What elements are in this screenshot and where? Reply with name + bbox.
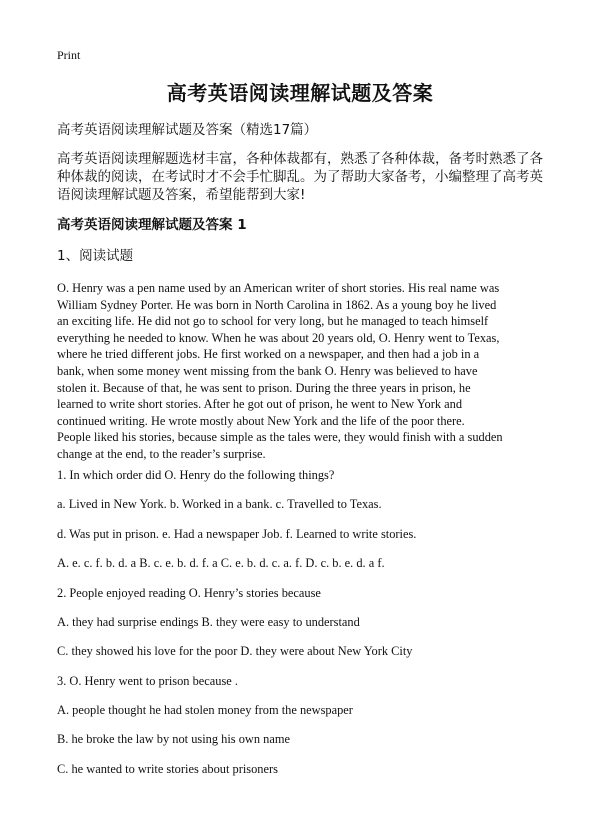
passage-line: O. Henry was a pen name used by an American writer of short stories. His real name was bbox=[57, 281, 500, 295]
question-1-items-a: a. Lived in New York. b. Worked in a bank. c. Travelled to Texas. bbox=[57, 497, 382, 511]
question-3: 3. O. Henry went to prison because . bbox=[57, 674, 238, 688]
page-title: 高考英语阅读理解试题及答案 bbox=[166, 81, 434, 105]
reading-test-heading: 1、阅读试题 bbox=[57, 248, 134, 264]
question-2-options-a: A. they had surprise endings B. they were easy to understand bbox=[57, 615, 360, 629]
passage-line: William Sydney Porter. He was born in North Carolina in 1862. As a young boy he lived bbox=[57, 297, 497, 312]
passage-line: bank, when some money went missing from the bank O. Henry was believed to have bbox=[57, 363, 478, 378]
question-3-option-b: B. he broke the law by not using his own name bbox=[57, 732, 290, 746]
print-label[interactable]: Print bbox=[57, 48, 81, 62]
intro-line: 种体裁的阅读，在考试时才不会手忙脚乱。为了帮助大家备考，小编整理了高考英 bbox=[57, 169, 543, 185]
intro-line: 高考英语阅读理解题选材丰富，各种体裁都有，熟悉了各种体裁，备考时熟悉了各 bbox=[57, 151, 543, 167]
section-heading: 高考英语阅读理解试题及答案 1 bbox=[57, 217, 247, 233]
passage-line: an exciting life. He did not go to school for very long, but he managed to teach himself bbox=[57, 314, 489, 329]
question-2-options-b: C. they showed his love for the poor D. they were about New York City bbox=[57, 644, 413, 658]
passage-line: everything he needed to know. When he was about 20 years old, O. Henry went to Texas, bbox=[57, 330, 500, 345]
question-3-option-a: A. people thought he had stolen money from the newspaper bbox=[57, 703, 353, 717]
question-2: 2. People enjoyed reading O. Henry’s stories because bbox=[57, 586, 321, 600]
passage-line: where he tried different jobs. He first worked on a newspaper, and then had a job in a bbox=[57, 347, 480, 362]
passage-line: stolen it. Because of that, he was sent to prison. During the three years in prison, he bbox=[57, 380, 471, 395]
intro-paragraph bbox=[57, 150, 557, 204]
intro-line: 语阅读理解试题及答案，希望能帮到大家! bbox=[57, 187, 306, 203]
passage-line: continued writing. He wrote mostly about New York and the life of the poor there. bbox=[57, 413, 465, 428]
passage-line: People liked his stories, because simple as the tales were, they would finish with a sudden bbox=[57, 430, 503, 445]
question-1-items-b: d. Was put in prison. e. Had a newspaper Job. f. Learned to write stories. bbox=[57, 527, 417, 541]
passage-line: learned to write short stories. After he got out of prison, he went to New York and bbox=[57, 397, 463, 412]
passage-line: change at the end, to the reader’s surprise. bbox=[57, 446, 266, 461]
question-1: 1. In which order did O. Henry do the following things? bbox=[57, 468, 335, 482]
document-subtitle: 高考英语阅读理解试题及答案（精选17篇） bbox=[57, 122, 318, 138]
question-3-option-c: C. he wanted to write stories about prisoners bbox=[57, 762, 278, 776]
question-1-options: A. e. c. f. b. d. a B. c. e. b. d. f. a C. e. b. d. c. a. f. D. c. b. e. d. a f. bbox=[57, 556, 385, 570]
reading-passage bbox=[57, 280, 557, 463]
